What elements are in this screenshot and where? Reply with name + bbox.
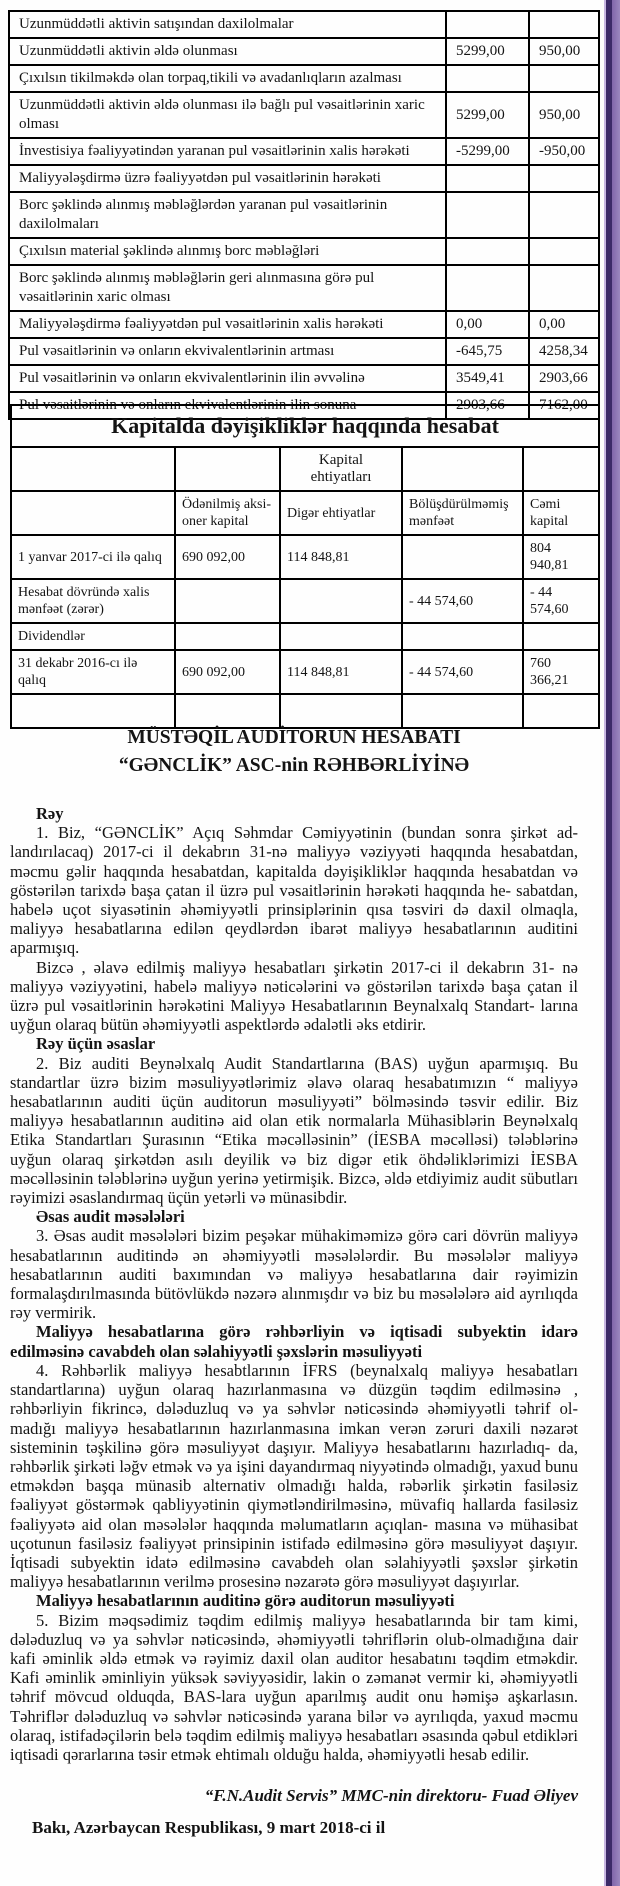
table-row <box>9 192 599 238</box>
amount-cell: 2903,66 <box>446 392 529 419</box>
amount-cell <box>523 623 599 650</box>
equity-group-header-row <box>11 447 599 491</box>
amount-cell <box>175 579 280 623</box>
amount-cell: - 44 574,60 <box>402 650 523 694</box>
cash-flow-table <box>8 10 600 420</box>
row-label-cell: Pul vəsaitlərinin və onların ekvivalentlərinin artması <box>9 338 446 365</box>
amount-cell <box>529 192 599 238</box>
section-heading: Rəy üçün əsaslar <box>36 1034 156 1054</box>
column-header-cell: Cəmi kapital <box>523 491 599 535</box>
amount-cell: 0,00 <box>446 311 529 338</box>
amount-cell: 2903,66 <box>529 365 599 392</box>
section-heading: Əsas audit məsələləri <box>36 1207 185 1227</box>
amount-cell: - 44 574,60 <box>402 579 523 623</box>
amount-cell: 7162,00 <box>529 392 599 419</box>
empty-cell <box>175 447 280 491</box>
amount-cell: 690 092,00 <box>175 650 280 694</box>
amount-cell: 760 366,21 <box>523 650 599 694</box>
table-row <box>9 311 599 338</box>
row-label-cell: Pul vəsaitlərinin və onların ekvivalentlərinin ilin sonuna <box>9 392 446 419</box>
equity-header-row <box>11 491 599 535</box>
row-label-cell: Borc şəklində alınmış məbləğlərdən yaranan pul vəsaitlərinin daxilolmaları <box>9 192 446 238</box>
amount-cell <box>523 694 599 728</box>
amount-cell <box>280 694 402 728</box>
amount-cell: -645,75 <box>446 338 529 365</box>
row-label-cell: Çıxılsın tikilməkdə olan torpaq,tikili və avadanlıqların azalması <box>9 65 446 92</box>
section-heading: Maliyyə hesabatlarının auditinə görə auditorun məsuliyyəti <box>36 1591 455 1611</box>
table-row <box>9 265 599 311</box>
row-label-cell: Uzunmüddətli aktivin əldə olunması <box>9 38 446 65</box>
table-row <box>11 650 599 694</box>
table-row <box>9 138 599 165</box>
amount-cell <box>529 165 599 192</box>
column-header-cell: Bölüşdürülməmiş mənfəət <box>402 491 523 535</box>
table-row <box>9 338 599 365</box>
signature-line: “F.N.Audit Servis” MMC-nin direktoru- Fuad Əliyev <box>204 1786 578 1806</box>
empty-cell <box>523 447 599 491</box>
report-paragraph: 2. Biz auditi Beynəlxalq Audit Standartlarına (BAS) uyğun aparmışıq. Bu standartlar üzrə bizim məsuliyyətlərimiz əlavə olaraq hesabatımızın “ maliyyə hesabatlarının auditi üçün auditorun məsuliyyəti” bölməsində təsvir edilir. Biz maliyyə hesabatlarının auditinə aid olan etik normalarla Mühasiblərin Beynəlxalq Etika Standartları Şurasının “Etika məcəlləsinin” (İESBA məcəlləsi) tələblərinə uyğun olaraq şirkətdən asılı deyilik və biz digər etik öhdəliklərimizi İESBA məcəlləsinin tələblərinə uyğun yerinə yetirmişik. Bizcə, əldə etdiyimiz audit sübutları rəyimizi əsaslandırmaq üçün yetərli və münasibdir. <box>10 1053 578 1208</box>
section-heading: Rəy <box>36 804 64 823</box>
amount-cell: 114 848,81 <box>280 650 402 694</box>
row-label-cell: Uzunmüddətli aktivin əldə olunması ilə bağlı pul vəsaitlərinin xaric olması <box>9 92 446 138</box>
equity-table-title: Kapitalda dəyişikliklər haqqında hesabat <box>11 405 599 447</box>
amount-cell <box>529 65 599 92</box>
amount-cell: 690 092,00 <box>175 535 280 579</box>
amount-cell: 3549,41 <box>446 365 529 392</box>
amount-cell <box>446 165 529 192</box>
report-paragraph: Bizcə , əlavə edilmiş maliyyə hesabatları şirkətin 2017-ci il dekabrın 31- nə maliyyə vəziyyətini, habelə maliyyə nəticələrini və göstərilən tarixdə başa çatan il üzrə pul vəsaitlərinin hərəkətini Maliyyə Hesabatlarının Beynalxalq Standart- larına uyğun olaraq bütün əhəmiyyətli aspektlərdə ədalətli əks etdirir. <box>10 957 578 1035</box>
report-title <box>10 724 578 780</box>
amount-cell: 5299,00 <box>446 92 529 138</box>
amount-cell <box>446 238 529 265</box>
table-row <box>11 535 599 579</box>
table-row <box>9 92 599 138</box>
report-paragraph: 4. Rəhbərlik maliyyə hesabtlarının İFRS (beynalxalq maliyyə hesabatları standartlarına) uyğun olaraq hazırlanmasına və düzgün təqdim edilməsinə , rəhbərliyin fikrincə, dələduzluq və ya səhvlər nəticəsində əhəmiyyətli təhrif ol- madığı maliyyə hesabatlarının hazırlanmasına imkan verən zəruri daxili nəzarət sisteminin təşkilinə görə məsuliyyət daşıyır. Maliyyə hesabatlarını hazırladıq- da, rəhbərlik şirkəti ləğv etmək və ya işini dayandırmaq niyyətində olmadığı, yaxud bunu etməkdən başqa münasib alternativ olmadığı halda, rəbərlik şirkətin fasiləsiz fəaliyyət göstərmək qabliyyətinin qiymətləndirilməsinə, müvafiq hallarda fasiləsiz fəaliyyətə aid olan məsələlər haqqında məlumatların açıqlan- masına və mühasibat uçotunun fasiləsiz fəaliyyət prinsipinin istifadə edilməsinə görə məsuliyyət daşıyır. İqtisadi subyektin idatə edilməsinə cavabdeh olan səlahiyyətli şəxslər şirkətin maliyyə hesabatlarının verilmə prosesinə nəzarətə görə məsuliyyət daşıyırlar. <box>10 1360 578 1592</box>
amount-cell <box>402 694 523 728</box>
amount-cell <box>175 694 280 728</box>
amount-cell <box>402 535 523 579</box>
amount-cell <box>280 623 402 650</box>
amount-cell: 0,00 <box>529 311 599 338</box>
row-label-cell <box>11 694 175 728</box>
amount-cell <box>446 265 529 311</box>
table-row <box>11 579 599 623</box>
table-row <box>9 38 599 65</box>
auditor-report-section <box>0 724 620 1838</box>
table-row <box>9 65 599 92</box>
column-header-cell: Digər ehtiyatlar <box>280 491 402 535</box>
column-header-cell <box>11 491 175 535</box>
amount-cell: 4258,34 <box>529 338 599 365</box>
row-label-cell: Maliyyələşdirmə üzrə fəaliyyətdən pul vəsaitlərinin hərəkəti <box>9 165 446 192</box>
amount-cell <box>529 238 599 265</box>
equity-table <box>10 404 600 729</box>
amount-cell <box>529 11 599 38</box>
report-title-line1: MÜSTƏQİL AUDİTORUN HESABATI <box>127 727 461 748</box>
row-label-cell: Çıxılsın material şəklində alınmış borc məbləğləri <box>9 238 446 265</box>
row-label-cell: Uzunmüddətli aktivin satışından daxilolmalar <box>9 11 446 38</box>
amount-cell: 114 848,81 <box>280 535 402 579</box>
row-label-cell: Maliyyələşdirmə fəaliyyətdən pul vəsaitlərinin xalis hərəkəti <box>9 311 446 338</box>
amount-cell: - 44 574,60 <box>523 579 599 623</box>
amount-cell <box>446 192 529 238</box>
table-row <box>11 623 599 650</box>
group-header-cell: Kapital ehtiyatları <box>280 447 402 491</box>
amount-cell <box>446 11 529 38</box>
row-label-cell: 31 dekabr 2016-cı ilə qalıq <box>11 650 175 694</box>
row-label-cell: Pul vəsaitlərinin və onların ekvivalentlərinin ilin əvvəlinə <box>9 365 446 392</box>
row-label-cell: 1 yanvar 2017-ci ilə qalıq <box>11 535 175 579</box>
column-header-cell: Ödənilmiş aksi-oner kapital <box>175 491 280 535</box>
amount-cell <box>280 579 402 623</box>
section-heading: Maliyyə hesabatlarına görə rəhbərliyin və iqtisadi subyektin idarə edilməsinə cavabdeh olan səlahiyyətli şəxslərin məsuliyyəti <box>10 1322 578 1361</box>
report-paragraph: 1. Biz, “GƏNCLİK” Açıq Səhmdar Cəmiyyətinin (bundan sonra şirkət ad- landırılacaq) 2017-ci il dekabrın 31-nə maliyyə vəziyyəti haqqında hesabatdan, məcmu gəlir haqqında hesabatdan, kapitalda dəyişikliklər haqqında hesabatdan və göstərilən tarixdə başa çatan il üzrə pul vəsaitlərinin hərəkəti haqqında he- sabatdan, habelə uçot siyasətinin əhəmiyyətli prinsiplərinin qısa təsviri də daxil olmaqla, maliyyə hesabatlarına edilən qeydlərdən ibarət maliyyə hesabatlarının auditini aparmışıq. <box>10 823 578 958</box>
amount-cell <box>402 623 523 650</box>
amount-cell: -5299,00 <box>446 138 529 165</box>
amount-cell: 950,00 <box>529 38 599 65</box>
row-label-cell: Dividendlər <box>11 623 175 650</box>
row-label-cell: İnvestisiya fəaliyyətindən yaranan pul vəsaitlərinin xalis hərəkəti <box>9 138 446 165</box>
table-row <box>9 11 599 38</box>
equity-title-row <box>11 405 599 447</box>
table-row <box>9 238 599 265</box>
amount-cell: -950,00 <box>529 138 599 165</box>
amount-cell <box>175 623 280 650</box>
table-row <box>9 365 599 392</box>
amount-cell: 5299,00 <box>446 38 529 65</box>
row-label-cell: Borc şəklində alınmış məbləğlərin geri alınmasına görə pul vəsaitlərinin xaric olması <box>9 265 446 311</box>
amount-cell: 804 940,81 <box>523 535 599 579</box>
table-row <box>11 694 599 728</box>
report-paragraph: 5. Bizim məqsədimiz təqdim edilmiş maliyyə hesabatlarında bir tam kimi, dələduzluq və ya səhvlər nəticəsində, əhəmiyyətli təhriflərin olub-olmadığına dair kafi əminlik əldə etmək və rəyimiz daxil olan auditor hesabatını təqdim etməkdir. Kafi əminlik əminliyin yüksək səviyyəsidir, lakin o zəmanət vermir ki, əhəmiyyətli təhrif mövcud olduqda, BAS-lara uyğun aparılmış audit onu həmişə aşkarlasın. Təhriflər dələduzluq və səhvlər nəticəsində yarana bilər və ayrılıqda, yaxud məcmu olaraq, istifadəçilərin belə təqdim edilmiş maliyyə hesabatları əsasında qəbul etdikləri iqtisadi qərarlarına təsir etmək ehtimalı olduğu halda, əhəmiyyətli hesab edilir. <box>10 1610 578 1764</box>
date-line: Bakı, Azərbaycan Respublikası, 9 mart 2018-ci il <box>32 1818 386 1838</box>
empty-cell <box>11 447 175 491</box>
table-row <box>9 165 599 192</box>
amount-cell <box>446 65 529 92</box>
amount-cell <box>529 265 599 311</box>
row-label-cell: Hesabat dövründə xalis mənfəət (zərər) <box>11 579 175 623</box>
empty-cell <box>402 447 523 491</box>
report-title-line2: “GƏNCLİK” ASC-nin RƏHBƏRLİYİNƏ <box>118 755 470 776</box>
amount-cell: 950,00 <box>529 92 599 138</box>
report-paragraph: 3. Əsas audit məsələləri bizim peşəkar mühakiməmizə görə cari dövrün maliyyə hesabatlarının auditində ən əhəmiyyətli məsələlərdir. Bu məsələlər maliyyə hesabatlarının auditi baxımından və maliyyə hesabatlarına dair rəyimizin formalaşdırılmasında bütövlükdə nəzərə alınmışdır və biz bu məsələlərə aid ayrılıqda rəy vermirik. <box>10 1226 578 1323</box>
